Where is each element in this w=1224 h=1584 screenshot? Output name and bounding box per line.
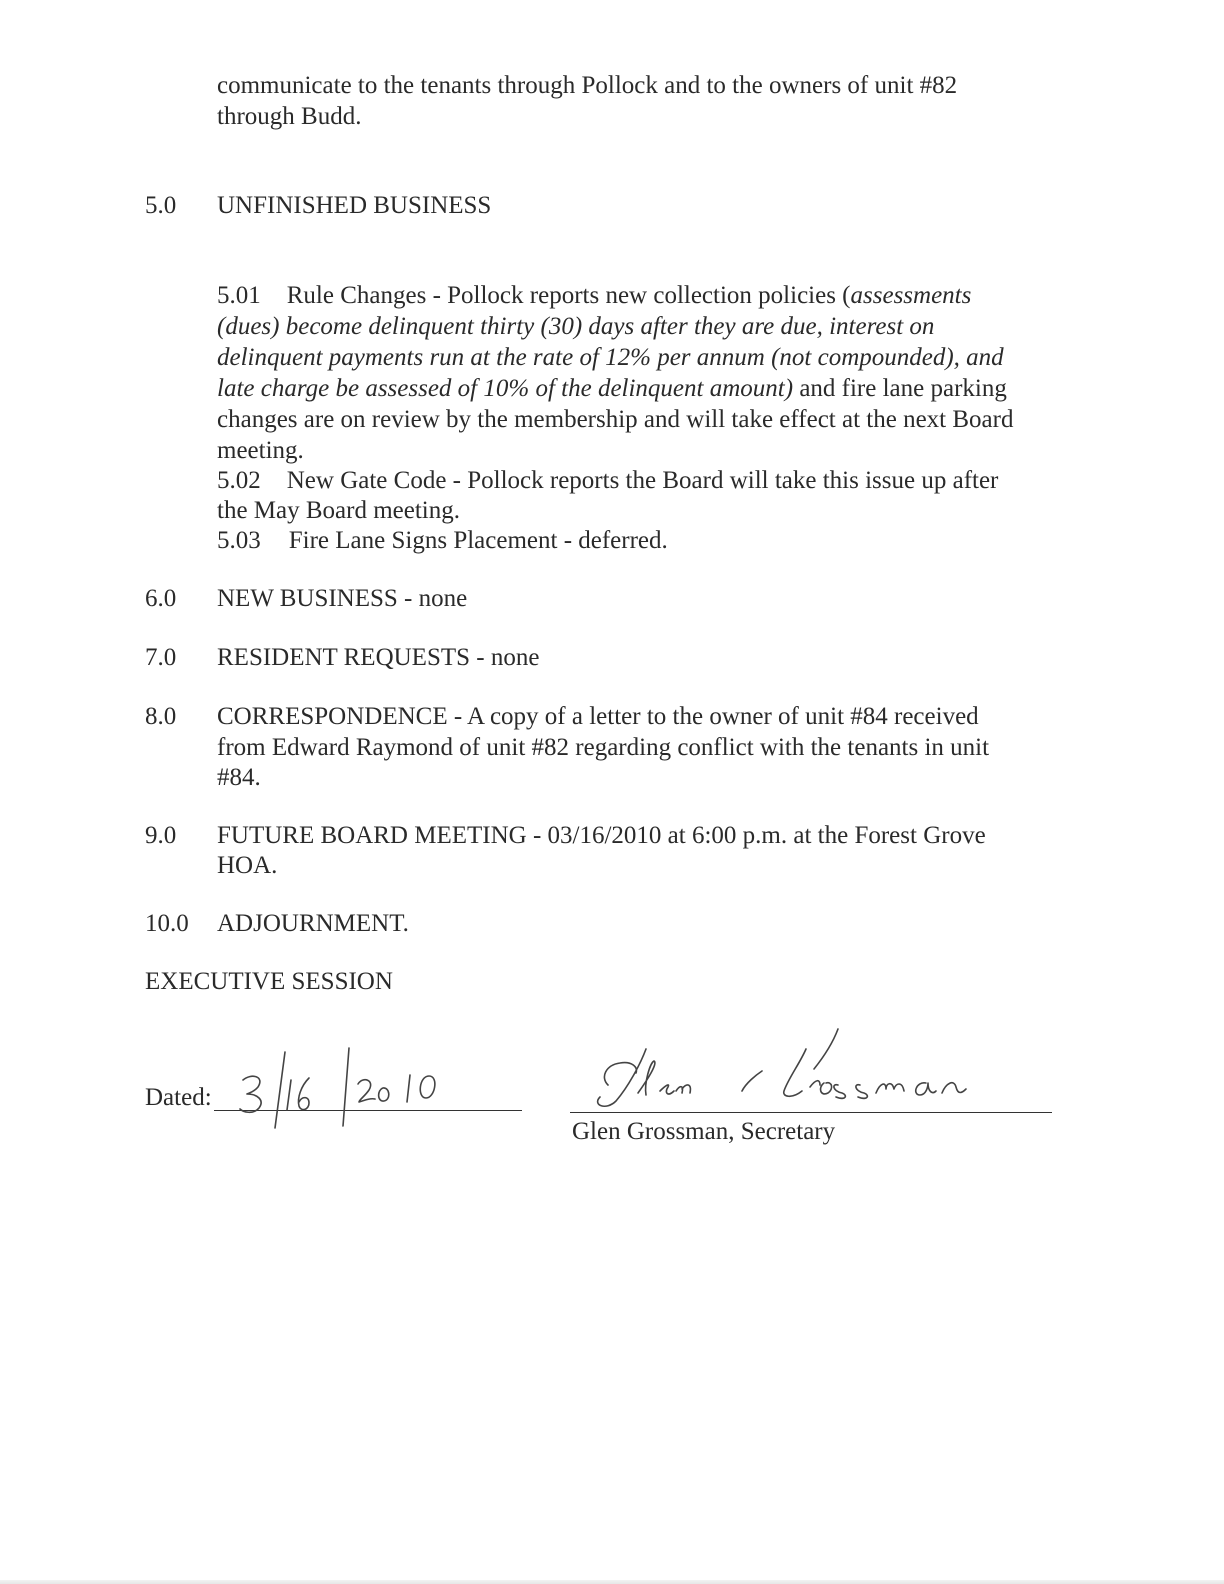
item-5-01-text-cont: and fire lane parking — [793, 375, 1007, 402]
section-7-text: RESIDENT REQUESTS - none — [217, 644, 540, 671]
section-10-number: 10.0 — [145, 910, 189, 937]
item-5-01-line-3: delinquent payments run at the rate of 12% per annum (not compounded), and — [217, 344, 1004, 371]
section-9-line-2: HOA. — [217, 852, 278, 879]
section-8-number: 8.0 — [145, 703, 177, 730]
section-10-text: ADJOURNMENT. — [217, 910, 409, 937]
dated-label: Dated: — [145, 1084, 212, 1111]
item-5-01-line-4 — [217, 373, 1007, 404]
handwritten-date — [225, 1040, 465, 1135]
item-5-02-line-2: the May Board meeting. — [217, 497, 460, 524]
item-5-02-number: 5.02 — [217, 467, 261, 494]
intro-line-2: through Budd. — [217, 103, 362, 130]
item-5-01-italic-start: assessments — [850, 282, 972, 309]
item-5-02-text: New Gate Code - Pollock reports the Board will take this issue up after — [286, 467, 999, 494]
section-8-line-1: CORRESPONDENCE - A copy of a letter to the owner of unit #84 received — [217, 703, 979, 730]
signer-name-title: Glen Grossman, Secretary — [572, 1118, 836, 1145]
item-5-01-number: 5.01 — [217, 282, 261, 309]
intro-line-1: communicate to the tenants through Pollock and to the owners of unit #82 — [217, 72, 958, 99]
item-5-02-line-1 — [217, 465, 998, 496]
item-5-03-line-1 — [217, 525, 668, 556]
section-8-line-2: from Edward Raymond of unit #82 regarding conflict with the tenants in unit — [217, 734, 990, 761]
section-6-text: NEW BUSINESS - none — [217, 585, 468, 612]
scan-edge — [0, 1580, 1224, 1584]
section-5-title: UNFINISHED BUSINESS — [217, 192, 492, 219]
handwritten-signature — [570, 1025, 1040, 1115]
item-5-01-italic-end: late charge be assessed of 10% of the delinquent amount) — [217, 375, 794, 402]
item-5-03-text: Fire Lane Signs Placement - deferred. — [288, 527, 668, 554]
section-5-number: 5.0 — [145, 192, 177, 219]
item-5-01-line-1 — [217, 280, 971, 311]
section-9-number: 9.0 — [145, 822, 177, 849]
section-7-number: 7.0 — [145, 644, 177, 671]
section-9-line-1: FUTURE BOARD MEETING - 03/16/2010 at 6:00 p.m. at the Forest Grove — [217, 822, 986, 849]
item-5-01-line-5: changes are on review by the membership and will take effect at the next Board — [217, 406, 1014, 433]
item-5-01-text: Rule Changes - Pollock reports new collection policies ( — [286, 282, 851, 309]
item-5-01-line-6: meeting. — [217, 437, 304, 464]
item-5-01-line-2: (dues) become delinquent thirty (30) days after they are due, interest on — [217, 313, 935, 340]
signature-line — [570, 1112, 1052, 1113]
section-6-number: 6.0 — [145, 585, 177, 612]
executive-session-heading: EXECUTIVE SESSION — [145, 968, 393, 995]
item-5-03-number: 5.03 — [217, 527, 261, 554]
section-8-line-3: #84. — [217, 764, 261, 791]
